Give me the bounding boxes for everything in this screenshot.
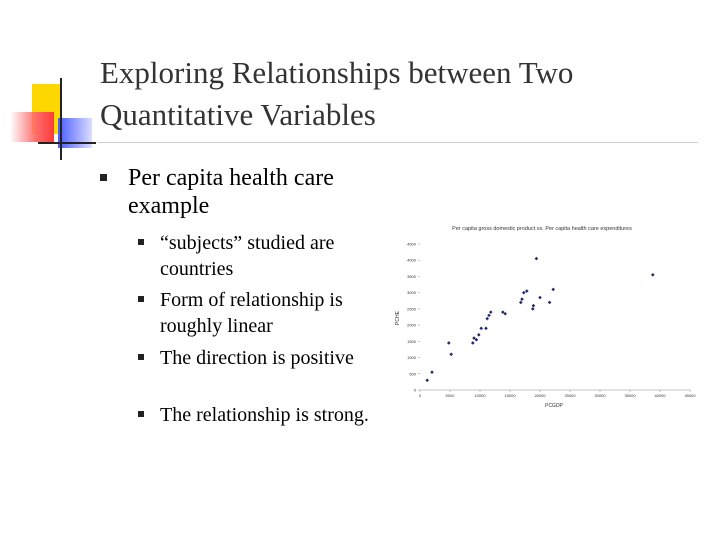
x-tick-label: 25000	[564, 393, 576, 398]
scatter-point	[522, 291, 526, 295]
scatter-point	[535, 257, 539, 261]
y-tick-label: 1500	[407, 338, 416, 344]
scatter-chart	[392, 222, 698, 412]
y-tick-label: 0	[413, 387, 416, 393]
sub-bullet-text: The direction is positive	[160, 347, 354, 369]
chart-x-ticks	[419, 390, 696, 398]
scatter-point	[485, 317, 489, 321]
chart-y-ticks	[407, 242, 420, 393]
title-divider	[98, 142, 698, 143]
scatter-point	[551, 288, 555, 292]
y-tick-label: 1000	[407, 355, 416, 361]
scatter-point	[519, 301, 523, 305]
x-tick-label: 10000	[474, 393, 486, 398]
scatter-point	[449, 353, 453, 357]
main-bullet-text: Per capita health care example	[128, 165, 334, 219]
scatter-point	[525, 289, 529, 293]
bullet-square-icon	[100, 174, 107, 181]
y-tick-label: 3500	[407, 273, 416, 279]
bullet-square-icon	[138, 239, 144, 245]
scatter-point	[425, 378, 429, 382]
scatter-point	[532, 304, 536, 308]
x-tick-label: 0	[418, 393, 422, 398]
scatter-point	[489, 310, 493, 314]
slide-title: Exploring Relationships between Two Quantitative Variables	[100, 55, 574, 132]
bullet-square-icon	[138, 411, 144, 417]
x-tick-label: 5000	[445, 393, 455, 398]
x-tick-label: 15000	[504, 393, 516, 398]
x-tick-label: 35000	[624, 393, 636, 398]
x-tick-label: 20000	[534, 393, 546, 398]
scatter-point	[477, 333, 481, 337]
title-ornament-red-bar	[10, 112, 54, 142]
scatter-point	[447, 341, 451, 345]
chart-y-axis-label: PCHE	[395, 311, 401, 325]
scatter-point	[484, 327, 488, 331]
scatter-point	[479, 327, 483, 331]
scatter-point	[430, 370, 434, 374]
y-tick-label: 4000	[407, 257, 416, 263]
x-tick-label: 45000	[684, 393, 696, 398]
chart-points	[425, 257, 654, 382]
scatter-point	[531, 307, 535, 311]
x-tick-label: 30000	[594, 393, 606, 398]
bullet-square-icon	[138, 354, 144, 360]
sub-bullet-text: The relationship is strong.	[160, 404, 369, 426]
bullet-square-icon	[138, 296, 144, 302]
y-tick-label: 2500	[407, 306, 416, 312]
scatter-chart-svg	[392, 222, 698, 412]
y-tick-label: 4500	[407, 241, 416, 247]
y-tick-label: 3000	[407, 290, 416, 296]
sub-bullet-text: Form of relationship is roughly linear	[160, 289, 343, 337]
scatter-point	[548, 301, 552, 305]
title-ornament-vertical-line	[60, 78, 62, 160]
scatter-point	[538, 296, 542, 300]
scatter-point	[520, 297, 524, 301]
title-ornament-horizontal-line	[38, 142, 96, 144]
sub-bullet-text: “subjects” studied are countries	[160, 232, 335, 280]
chart-title: Per capita gross domestic product vs. Per capita health care expenditures	[452, 226, 632, 232]
scatter-point	[487, 314, 491, 318]
scatter-point	[651, 273, 655, 277]
y-tick-label: 2000	[407, 322, 416, 328]
chart-x-axis-label: PCGDP	[545, 403, 563, 409]
scatter-point	[471, 341, 475, 345]
x-tick-label: 40000	[654, 393, 666, 398]
y-tick-label: 500	[409, 371, 416, 377]
